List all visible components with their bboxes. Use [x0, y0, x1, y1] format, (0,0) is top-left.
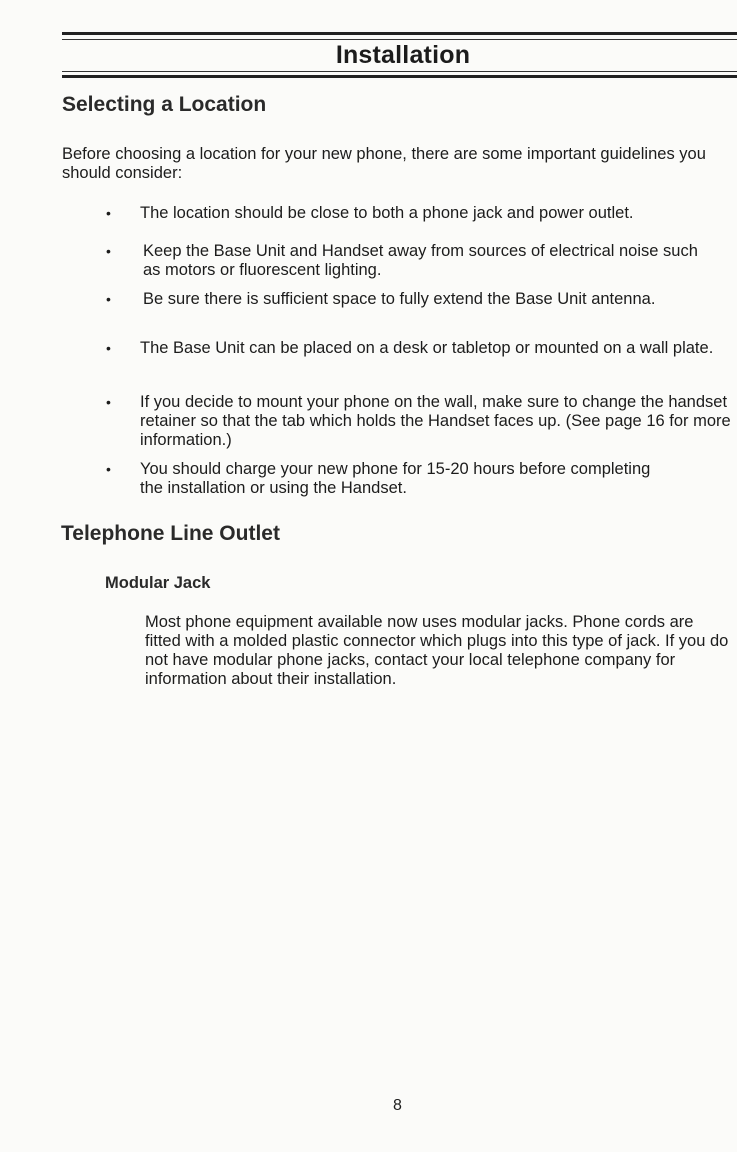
bullet-icon: • [106, 340, 111, 356]
list-item [106, 242, 718, 280]
list-item-text: Be sure there is sufficient space to fully extend the Base Unit antenna. [143, 290, 656, 308]
list-item-text: The Base Unit can be placed on a desk or tabletop or mounted on a wall plate. [140, 339, 714, 357]
list-item [106, 204, 737, 223]
bullet-icon: • [106, 205, 111, 221]
list-item-text: You should charge your new phone for 15-20 hours before completing the installation or using the Handset. [140, 460, 651, 497]
bullet-icon: • [106, 394, 111, 410]
modular-jack-paragraph: Most phone equipment available now uses modular jacks. Phone cords are fitted with a molded plastic connector which plugs into this type of jack. If you do not have modular phone jacks, contact your local telephone company for information about their installation. [145, 613, 729, 688]
bullet-icon: • [106, 243, 111, 259]
section-heading-telephone-line-outlet: Telephone Line Outlet [61, 522, 280, 545]
intro-paragraph: Before choosing a location for your new phone, there are some important guidelines you should consider: [62, 145, 706, 182]
bullet-icon: • [106, 461, 111, 477]
section-heading-selecting-location: Selecting a Location [62, 93, 267, 116]
list-item [106, 290, 688, 309]
list-item-text: If you decide to mount your phone on the wall, make sure to change the handset retainer so that the tab which holds the Handset faces up. (See page 16 for more information.) [140, 393, 731, 449]
chapter-title: Installation [335, 41, 471, 69]
bullet-icon: • [106, 291, 111, 307]
header-rule-bottom-thin [62, 71, 737, 72]
subheading-modular-jack: Modular Jack [105, 574, 211, 592]
header-rule-top [62, 32, 737, 35]
list-item [106, 460, 670, 498]
list-item-text: Keep the Base Unit and Handset away from sources of electrical noise such as motors or fluorescent lighting. [143, 242, 698, 279]
header-rule-bottom [62, 75, 737, 78]
list-item-text: The location should be close to both a phone jack and power outlet. [140, 204, 634, 222]
list-item [106, 393, 737, 450]
list-item [106, 339, 737, 358]
page-number: 8 [393, 1097, 402, 1114]
